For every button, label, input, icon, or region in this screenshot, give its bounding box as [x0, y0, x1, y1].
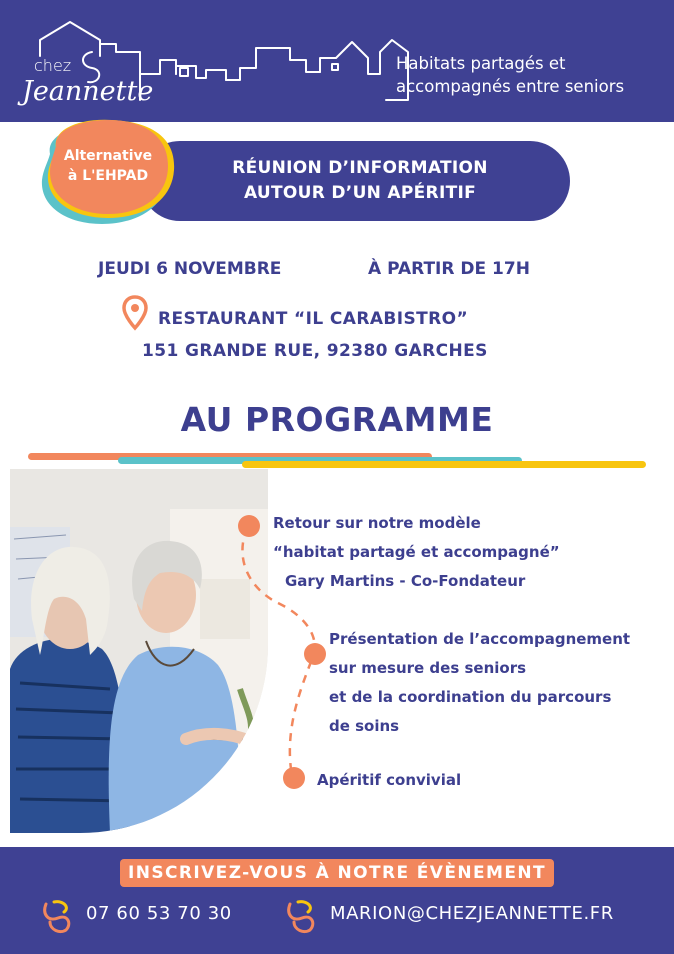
programme-item-1: [273, 509, 560, 596]
timeline-dot-3: [283, 767, 305, 789]
programme-item-3: [317, 766, 461, 795]
tagline-line-2: accompagnés entre seniors: [396, 77, 625, 96]
item-1-line-1: Retour sur notre modèle: [273, 514, 481, 532]
item-1-line-2: “habitat partagé et accompagné”: [273, 543, 560, 561]
timeline-dot-1: [238, 515, 260, 537]
event-date: JEUDI 6 NOVEMBRE: [98, 259, 282, 279]
badge-line-1: Alternative: [63, 148, 153, 164]
timeline-dot-2: [304, 643, 326, 665]
item-1-line-3: Gary Martins - Co-Fondateur: [285, 572, 526, 590]
event-venue: RESTAURANT “IL CARABISTRO”: [158, 309, 469, 329]
register-cta[interactable]: INSCRIVEZ-VOUS À NOTRE ÉVÈNEMENT: [120, 859, 554, 887]
badge-line-2: à L'EHPAD: [67, 168, 149, 184]
brand-mark-icon: [40, 898, 74, 934]
item-2-line-1: Présentation de l’accompagnement: [329, 630, 631, 648]
tagline-line-1: Habitats partagés et: [396, 54, 566, 73]
programme-item-2: [329, 625, 630, 741]
logo-name: Jeannette: [22, 76, 154, 107]
event-address: 151 GRANDE RUE, 92380 GARCHES: [142, 341, 488, 361]
banner-line-2: AUTOUR D’UN APÉRITIF: [244, 183, 476, 203]
item-3-line-1: Apéritif convivial: [317, 771, 462, 789]
email-address[interactable]: MARION@CHEZJEANNETTE.FR: [330, 903, 614, 924]
programme-title: AU PROGRAMME: [180, 400, 494, 439]
logo-prefix: chez: [34, 56, 72, 75]
item-2-line-2: sur mesure des seniors: [329, 659, 527, 677]
event-time: À PARTIR DE 17H: [368, 259, 530, 279]
phone-number[interactable]: 07 60 53 70 30: [86, 903, 232, 924]
item-2-line-3: et de la coordination du parcours: [329, 688, 612, 706]
banner-line-1: RÉUNION D’INFORMATION: [232, 158, 488, 178]
brand-mark-icon-2: [284, 898, 318, 934]
item-2-line-4: de soins: [329, 717, 400, 735]
